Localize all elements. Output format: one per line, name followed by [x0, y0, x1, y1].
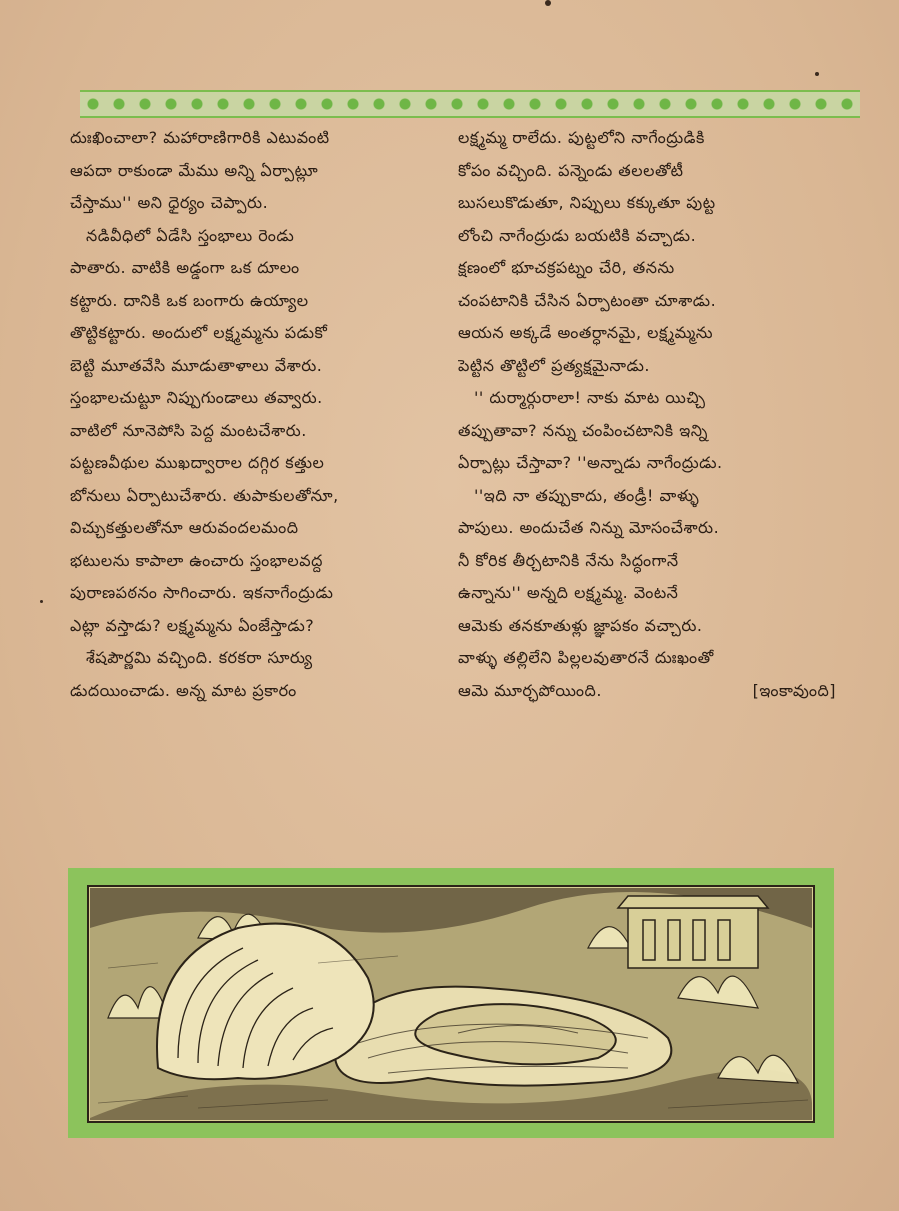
right-column-line: పెట్టిన తొట్టిలో ప్రత్యక్షమైనాడు. [458, 355, 651, 375]
left-column-line: చేస్తాము'' అని ధైర్యం చెప్పారు. [70, 193, 269, 212]
right-column-line: నీ కోరిక తీర్చటానికి నేను సిద్ధంగానే [458, 550, 679, 570]
right-column-final-line [458, 675, 836, 708]
left-column-line: పాతారు. వాటికి అడ్డంగా ఒక దూలం [70, 258, 300, 277]
left-column-line: విచ్చుకత్తులతోనూ ఆరువందలమంది [70, 518, 299, 537]
right-column-line: చంపటానికి చేసిన ఏర్పాటంతా చూశాడు. [458, 290, 717, 310]
final-sentence: ఆమె మూర్ఛపోయింది. [458, 680, 602, 700]
left-column-line: దుఃఖించాలా? మహారాణిగారికి ఎటువంటి [70, 128, 330, 147]
right-column-line: ఆమెకు తనకూతుళ్లు జ్ఞాపకం వచ్చారు. [458, 615, 703, 635]
right-column-line: బుసలుకొడుతూ, నిప్పులు కక్కుతూ పుట్ట [458, 193, 716, 212]
left-column-line: శేషపౌర్ణమి వచ్చింది. కరకరా సూర్యు [86, 648, 313, 667]
left-column-line: వాటిలో నూనెపోసి పెద్ద మంటచేశారు. [70, 420, 307, 440]
paper-speck [545, 0, 551, 6]
right-column-line: ఆయన అక్కడే అంతర్ధానమై, లక్ష్మమ్మను [458, 323, 714, 342]
left-column-line: బోనులు ఏర్పాటుచేశారు. తుపాకులతోనూ, [70, 485, 339, 505]
decorative-border [80, 90, 860, 118]
right-column-line: కోపం వచ్చింది. పన్నెండు తలలతోటీ [458, 160, 684, 180]
left-column-line: పురాణపఠనం సాగించారు. ఇకనాగేంద్రుడు [70, 583, 334, 602]
left-column-line: బెట్టి మూతవేసి మూడుతాళాలు వేశారు. [70, 355, 323, 375]
snake-illustration-frame [68, 868, 834, 1138]
left-column-line: ఎట్లా వస్తాడు? లక్ష్మమ్మను ఏంజేస్తాడు? [70, 615, 315, 635]
left-column-line: స్తంభాలచుట్టూ నిప్పుగుండాలు తవ్వారు. [70, 388, 323, 407]
right-column-line: లోంచి నాగేంద్రుడు బయటికి వచ్చాడు. [458, 225, 697, 245]
to-be-continued-label: [ఇంకావుంది] [752, 680, 836, 700]
left-column-line: పట్టణవీథుల ముఖద్వారాల దగ్గిర కత్తుల [70, 453, 325, 472]
paper-speck [40, 600, 43, 603]
right-column-line: ''ఇది నా తప్పుకాదు, తండ్రీ! వాళ్ళు [474, 485, 700, 505]
right-column-line: '' దుర్మార్గురాలా! నాకు మాట యిచ్చి [474, 388, 706, 407]
right-text-column [458, 122, 836, 707]
right-column-line: లక్ష్మమ్మ రాలేదు. పుట్టలోని నాగేంద్రుడికి [458, 128, 705, 147]
snake-illustration [68, 868, 834, 1138]
right-column-line: ఏర్పాట్లు చేస్తావా? ''అన్నాడు నాగేంద్రుడు. [458, 453, 723, 472]
left-column-line: తొట్టికట్టారు. అందులో లక్ష్మమ్మను పడుకో [70, 323, 328, 342]
left-column-line: డుదయించాడు. అన్న మాట ప్రకారం [70, 680, 297, 700]
right-column-line: ఉన్నాను'' అన్నది లక్ష్మమ్మ. వెంటనే [458, 583, 679, 602]
right-column-line: పాపులు. అందుచేత నిన్ను మోసంచేశారు. [458, 518, 720, 537]
paper-speck [815, 72, 819, 76]
left-text-column [70, 122, 425, 707]
left-column-line: నడివీధిలో ఏడేసి స్తంభాలు రెండు [86, 225, 295, 245]
left-column-line: ఆపదా రాకుండా మేము అన్ని ఏర్పాట్లూ [70, 160, 319, 180]
right-column-line: తప్పుతావా? నన్ను చంపించటానికి ఇన్ని [458, 420, 708, 440]
right-column-line: క్షణంలో భూచక్రపట్నం చేరి, తనను [458, 258, 675, 277]
right-column-line: వాళ్ళు తల్లిలేని పిల్లలవుతారనే దుఃఖంతో [458, 648, 714, 667]
left-column-line: కట్టారు. దానికి ఒక బంగారు ఉయ్యాల [70, 290, 309, 310]
left-column-line: భటులను కాపాలా ఉంచారు స్తంభాలవద్ద [70, 550, 323, 570]
